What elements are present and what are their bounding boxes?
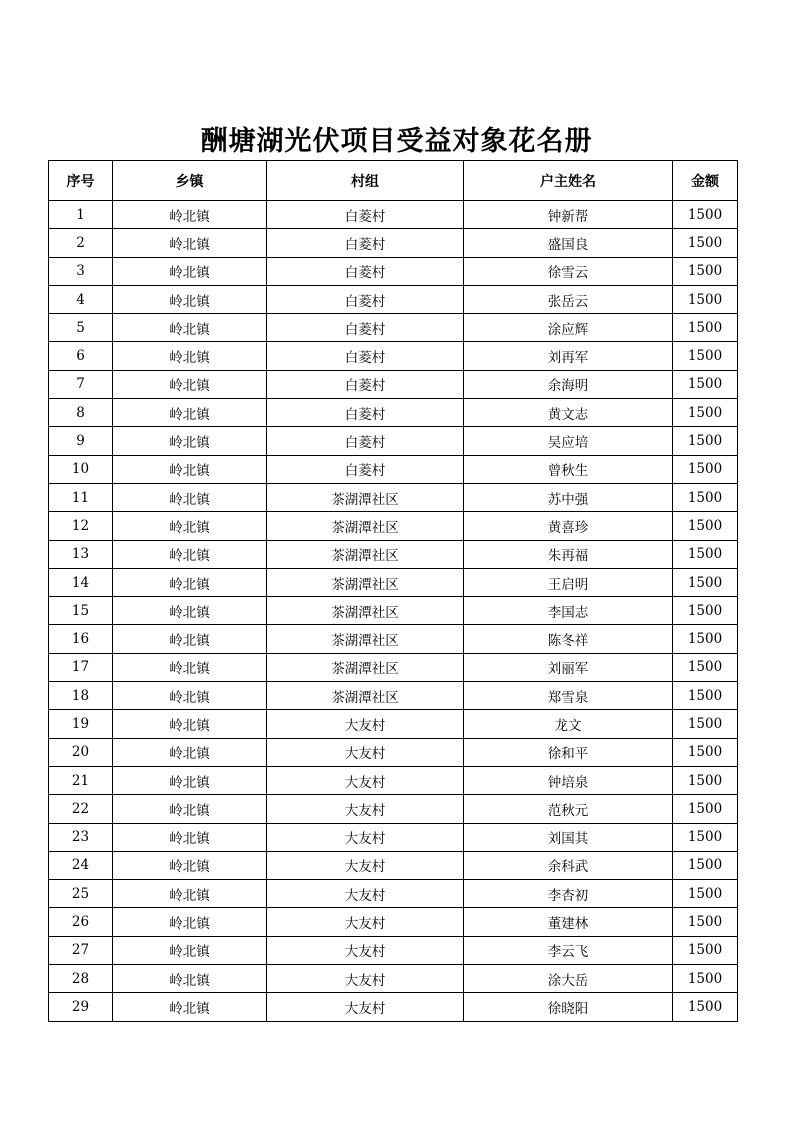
cell-householder-name: 钟新帮 (464, 201, 673, 229)
cell-householder-name: 张岳云 (464, 285, 673, 313)
cell-township: 岭北镇 (113, 936, 267, 964)
cell-householder-name: 董建林 (464, 908, 673, 936)
cell-amount: 1500 (673, 342, 738, 370)
cell-amount: 1500 (673, 738, 738, 766)
cell-township: 岭北镇 (113, 880, 267, 908)
cell-township: 岭北镇 (113, 314, 267, 342)
cell-amount: 1500 (673, 229, 738, 257)
cell-amount: 1500 (673, 483, 738, 511)
cell-serial-number: 20 (49, 738, 113, 766)
table-row (49, 568, 738, 596)
cell-township: 岭北镇 (113, 625, 267, 653)
cell-householder-name: 徐晓阳 (464, 993, 673, 1021)
cell-serial-number: 9 (49, 427, 113, 455)
cell-householder-name: 郑雪泉 (464, 682, 673, 710)
cell-serial-number: 14 (49, 568, 113, 596)
cell-serial-number: 1 (49, 201, 113, 229)
table-row (49, 851, 738, 879)
table-row (49, 653, 738, 681)
table-row (49, 908, 738, 936)
cell-amount: 1500 (673, 512, 738, 540)
cell-serial-number: 13 (49, 540, 113, 568)
cell-village-group: 茶湖潭社区 (267, 682, 464, 710)
cell-householder-name: 王启明 (464, 568, 673, 596)
cell-serial-number: 6 (49, 342, 113, 370)
cell-village-group: 茶湖潭社区 (267, 597, 464, 625)
cell-township: 岭北镇 (113, 851, 267, 879)
cell-amount: 1500 (673, 710, 738, 738)
table-row (49, 766, 738, 794)
cell-amount: 1500 (673, 908, 738, 936)
cell-householder-name: 曾秋生 (464, 455, 673, 483)
cell-amount: 1500 (673, 427, 738, 455)
cell-amount: 1500 (673, 568, 738, 596)
cell-township: 岭北镇 (113, 257, 267, 285)
cell-householder-name: 钟培泉 (464, 766, 673, 794)
cell-amount: 1500 (673, 653, 738, 681)
cell-village-group: 大友村 (267, 795, 464, 823)
document-title: 酬塘湖光伏项目受益对象花名册 (200, 126, 593, 157)
cell-serial-number: 8 (49, 399, 113, 427)
cell-township: 岭北镇 (113, 766, 267, 794)
cell-serial-number: 26 (49, 908, 113, 936)
cell-householder-name: 吴应培 (464, 427, 673, 455)
cell-village-group: 白菱村 (267, 399, 464, 427)
cell-householder-name: 陈冬祥 (464, 625, 673, 653)
cell-amount: 1500 (673, 455, 738, 483)
cell-village-group: 白菱村 (267, 370, 464, 398)
table-row (49, 201, 738, 229)
header-serial-number: 序号 (49, 161, 113, 201)
cell-amount: 1500 (673, 285, 738, 313)
cell-village-group: 白菱村 (267, 285, 464, 313)
table-row (49, 597, 738, 625)
cell-householder-name: 黄文志 (464, 399, 673, 427)
cell-householder-name: 盛国良 (464, 229, 673, 257)
cell-village-group: 大友村 (267, 738, 464, 766)
table-row (49, 455, 738, 483)
cell-township: 岭北镇 (113, 908, 267, 936)
cell-amount: 1500 (673, 370, 738, 398)
cell-householder-name: 涂应辉 (464, 314, 673, 342)
table-row (49, 399, 738, 427)
cell-serial-number: 24 (49, 851, 113, 879)
cell-village-group: 大友村 (267, 908, 464, 936)
cell-serial-number: 28 (49, 965, 113, 993)
cell-amount: 1500 (673, 795, 738, 823)
table-row (49, 540, 738, 568)
cell-householder-name: 徐和平 (464, 738, 673, 766)
cell-householder-name: 李云飞 (464, 936, 673, 964)
cell-township: 岭北镇 (113, 399, 267, 427)
cell-serial-number: 16 (49, 625, 113, 653)
cell-householder-name: 龙文 (464, 710, 673, 738)
cell-village-group: 大友村 (267, 851, 464, 879)
cell-township: 岭北镇 (113, 795, 267, 823)
cell-householder-name: 李国志 (464, 597, 673, 625)
cell-serial-number: 19 (49, 710, 113, 738)
table-row (49, 993, 738, 1021)
cell-householder-name: 刘国其 (464, 823, 673, 851)
cell-amount: 1500 (673, 682, 738, 710)
cell-householder-name: 苏中强 (464, 483, 673, 511)
cell-village-group: 茶湖潭社区 (267, 568, 464, 596)
cell-serial-number: 3 (49, 257, 113, 285)
cell-serial-number: 10 (49, 455, 113, 483)
cell-serial-number: 25 (49, 880, 113, 908)
cell-village-group: 大友村 (267, 993, 464, 1021)
cell-householder-name: 徐雪云 (464, 257, 673, 285)
cell-township: 岭北镇 (113, 682, 267, 710)
cell-serial-number: 29 (49, 993, 113, 1021)
cell-amount: 1500 (673, 880, 738, 908)
cell-township: 岭北镇 (113, 229, 267, 257)
cell-township: 岭北镇 (113, 201, 267, 229)
cell-township: 岭北镇 (113, 512, 267, 540)
table-row (49, 285, 738, 313)
cell-householder-name: 黄喜珍 (464, 512, 673, 540)
table-row (49, 823, 738, 851)
cell-serial-number: 23 (49, 823, 113, 851)
cell-householder-name: 李杏初 (464, 880, 673, 908)
table-row (49, 229, 738, 257)
table-row (49, 710, 738, 738)
cell-village-group: 茶湖潭社区 (267, 653, 464, 681)
cell-village-group: 大友村 (267, 880, 464, 908)
cell-township: 岭北镇 (113, 710, 267, 738)
cell-township: 岭北镇 (113, 597, 267, 625)
header-amount: 金额 (673, 161, 738, 201)
table-row (49, 936, 738, 964)
cell-householder-name: 范秋元 (464, 795, 673, 823)
header-township: 乡镇 (113, 161, 267, 201)
cell-serial-number: 17 (49, 653, 113, 681)
cell-township: 岭北镇 (113, 370, 267, 398)
cell-township: 岭北镇 (113, 285, 267, 313)
header-village-group: 村组 (267, 161, 464, 201)
cell-township: 岭北镇 (113, 427, 267, 455)
table-row (49, 738, 738, 766)
cell-township: 岭北镇 (113, 653, 267, 681)
cell-amount: 1500 (673, 965, 738, 993)
cell-serial-number: 27 (49, 936, 113, 964)
cell-village-group: 白菱村 (267, 229, 464, 257)
cell-householder-name: 余科武 (464, 851, 673, 879)
table-body (49, 201, 738, 1022)
cell-township: 岭北镇 (113, 965, 267, 993)
cell-township: 岭北镇 (113, 993, 267, 1021)
cell-householder-name: 刘再军 (464, 342, 673, 370)
cell-township: 岭北镇 (113, 540, 267, 568)
table-row (49, 512, 738, 540)
cell-township: 岭北镇 (113, 568, 267, 596)
table-row (49, 795, 738, 823)
cell-amount: 1500 (673, 936, 738, 964)
cell-householder-name: 涂大岳 (464, 965, 673, 993)
cell-serial-number: 2 (49, 229, 113, 257)
cell-village-group: 白菱村 (267, 427, 464, 455)
cell-amount: 1500 (673, 597, 738, 625)
cell-village-group: 大友村 (267, 710, 464, 738)
header-householder-name: 户主姓名 (464, 161, 673, 201)
table-row (49, 314, 738, 342)
cell-village-group: 茶湖潭社区 (267, 540, 464, 568)
cell-serial-number: 22 (49, 795, 113, 823)
table-row (49, 682, 738, 710)
table-row (49, 880, 738, 908)
table-row (49, 370, 738, 398)
cell-village-group: 白菱村 (267, 342, 464, 370)
cell-village-group: 大友村 (267, 766, 464, 794)
cell-amount: 1500 (673, 257, 738, 285)
cell-serial-number: 15 (49, 597, 113, 625)
cell-amount: 1500 (673, 314, 738, 342)
cell-amount: 1500 (673, 766, 738, 794)
cell-amount: 1500 (673, 540, 738, 568)
cell-amount: 1500 (673, 851, 738, 879)
cell-village-group: 茶湖潭社区 (267, 625, 464, 653)
cell-village-group: 大友村 (267, 965, 464, 993)
cell-village-group: 茶湖潭社区 (267, 512, 464, 540)
cell-township: 岭北镇 (113, 738, 267, 766)
table-row (49, 342, 738, 370)
table-row (49, 483, 738, 511)
cell-amount: 1500 (673, 625, 738, 653)
cell-village-group: 茶湖潭社区 (267, 483, 464, 511)
cell-amount: 1500 (673, 993, 738, 1021)
cell-serial-number: 11 (49, 483, 113, 511)
cell-serial-number: 4 (49, 285, 113, 313)
cell-serial-number: 18 (49, 682, 113, 710)
cell-village-group: 白菱村 (267, 455, 464, 483)
cell-householder-name: 朱再福 (464, 540, 673, 568)
table-row (49, 427, 738, 455)
cell-village-group: 大友村 (267, 936, 464, 964)
cell-village-group: 白菱村 (267, 257, 464, 285)
beneficiary-table (48, 160, 738, 1022)
cell-serial-number: 5 (49, 314, 113, 342)
cell-householder-name: 刘丽军 (464, 653, 673, 681)
cell-amount: 1500 (673, 399, 738, 427)
cell-village-group: 白菱村 (267, 314, 464, 342)
table-row (49, 965, 738, 993)
cell-householder-name: 余海明 (464, 370, 673, 398)
cell-township: 岭北镇 (113, 455, 267, 483)
cell-serial-number: 12 (49, 512, 113, 540)
table-row (49, 625, 738, 653)
cell-township: 岭北镇 (113, 483, 267, 511)
cell-amount: 1500 (673, 823, 738, 851)
cell-township: 岭北镇 (113, 342, 267, 370)
cell-township: 岭北镇 (113, 823, 267, 851)
cell-village-group: 白菱村 (267, 201, 464, 229)
cell-amount: 1500 (673, 201, 738, 229)
table-header-row (49, 161, 738, 201)
cell-village-group: 大友村 (267, 823, 464, 851)
table-row (49, 257, 738, 285)
cell-serial-number: 21 (49, 766, 113, 794)
cell-serial-number: 7 (49, 370, 113, 398)
